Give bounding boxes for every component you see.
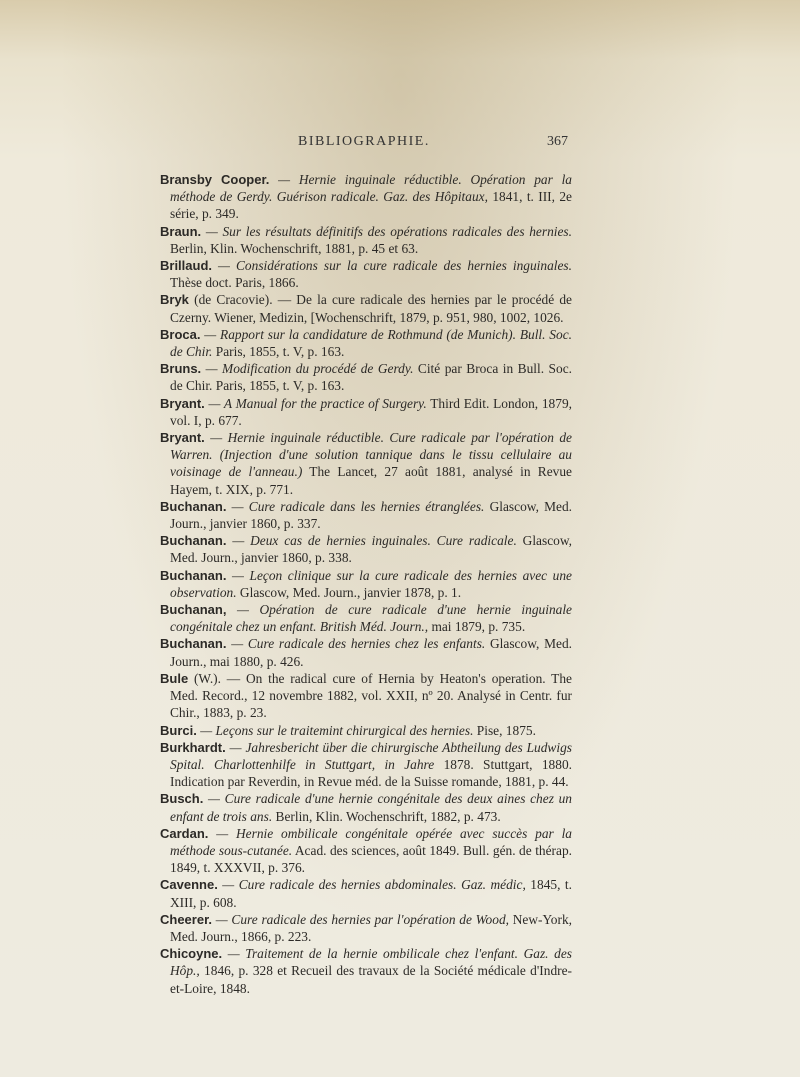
entry-title: — A Manual for the practice of Surgery. <box>204 395 427 411</box>
entry-publication: 1878. Stuttgart, 1880. Indication par Reverdin, in Revue méd. de la Suisse romande, 1881, p. 44. <box>170 756 572 790</box>
entry-author: Bule <box>160 670 189 686</box>
bibliography-entry <box>160 911 572 945</box>
entry-title: — Deux cas de hernies inguinales. Cure radicale. <box>226 533 517 549</box>
entry-publication: Glascow, Med. Journ., mai 1880, p. 426. <box>170 636 572 669</box>
bibliography-entry <box>160 601 572 635</box>
entry-publication: 1845, t. XIII, p. 608. <box>170 877 572 910</box>
entry-title: — Rapport sur la candidature de Rothmund (de Munich). Bull. Soc. de Chir. <box>170 326 572 360</box>
running-head: BIBLIOGRAPHIE. <box>298 134 430 149</box>
entry-author: Buchanan. <box>160 567 227 583</box>
entry-title: — Sur les résultats définitifs des opérations radicales des hernies. <box>201 223 572 239</box>
entry-title: — Jahresbericht über die chirurgische Abtheilung des Ludwigs Spital. Charlottenhilfe in Stuttgart, in Jahre <box>170 739 572 772</box>
bibliography-entry <box>160 326 572 360</box>
entry-title: — Modification du procédé de Gerdy. <box>201 361 414 377</box>
entry-author: Burci. <box>160 722 197 738</box>
bibliography-entry <box>160 291 572 325</box>
entry-publication: Thèse doct. Paris, 1866. <box>170 275 299 291</box>
entry-publication: Berlin, Klin. Wochenschrift, 1882, p. 473. <box>272 808 501 824</box>
bibliography-entry <box>160 635 572 669</box>
entry-author: Busch. <box>160 791 204 807</box>
entry-author: Buchanan, <box>160 602 227 618</box>
entry-author: Cheerer. <box>160 911 213 927</box>
entry-author: Buchanan. <box>160 533 227 549</box>
bibliography-entry <box>160 532 572 566</box>
entry-title: — Hernie inguinale réductible. Opération par la méthode de Gerdy. Guérison radicale. Gaz. des Hôpitaux, <box>170 172 572 205</box>
entry-publication: Pise, 1875. <box>473 722 536 738</box>
bibliography-entry <box>160 722 572 739</box>
entry-author: Buchanan. <box>160 498 227 514</box>
page-number: 367 <box>547 134 568 149</box>
entry-publication: Glascow, Med. Journ., janvier 1860, p. 337. <box>170 498 573 532</box>
page-header <box>160 134 568 154</box>
entry-publication: Third Edit. London, 1879, vol. I, p. 677. <box>170 395 572 428</box>
entry-publication: Glascow, Med. Journ., janvier 1878, p. 1. <box>236 584 462 600</box>
entry-publication: Cité par Broca in Bull. Soc. de Chir. Paris, 1855, t. V, p. 163. <box>170 361 572 394</box>
entry-publication: Glascow, Med. Journ., janvier 1860, p. 338. <box>170 533 572 566</box>
entry-title: — Cure radicale des hernies chez les enfants. <box>226 636 486 652</box>
entry-publication: The Lancet, 27 août 1881, analysé in Revue Hayem, t. XIX, p. 771. <box>170 464 572 497</box>
entry-author: Bryant. <box>160 430 205 446</box>
bibliography-entry <box>160 429 572 498</box>
entry-publication: New-York, Med. Journ., 1866, p. 223. <box>170 911 573 944</box>
entry-author: Bruns. <box>160 361 202 377</box>
entry-title: — Considérations sur la cure radicale des hernies inguinales. <box>212 258 572 274</box>
entry-author: Broca. <box>160 326 201 342</box>
entry-title: — Cure radicale des hernies par l'opération de Wood, <box>212 911 509 927</box>
entry-title: — Cure radicale d'une hernie congénitale des deux aines chez un enfant de trois ans. <box>170 791 572 824</box>
entry-author: Burkhardt. <box>160 739 226 755</box>
entry-title: — Leçons sur le traitemint chirurgical des hernies. <box>196 722 474 738</box>
entry-author: Bryk <box>160 292 189 308</box>
entry-publication: mai 1879, p. 735. <box>428 619 526 635</box>
entry-title: — Hernie inguinale réductible. Cure radicale par l'opération de Warren. (Injection d'une solution tannique dans le tissu cellulaire au voisinage de l'anneau.) <box>170 430 572 480</box>
entry-author: Bransby Cooper. <box>160 172 270 187</box>
entry-publication: Berlin, Klin. Wochenschrift, 1881, p. 45 et 63. <box>170 240 419 256</box>
bibliography-entry <box>160 567 572 601</box>
entry-title: — Opération de cure radicale d'une hernie inguinale congénitale chez un enfant. British Méd. Journ., <box>170 602 572 635</box>
bibliography-entry <box>160 257 572 291</box>
bibliography-entry <box>160 498 572 532</box>
entry-publication: 1841, t. III, 2e série, p. 349. <box>170 189 572 222</box>
entry-publication: (W.). — On the radical cure of Hernia by Heaton's operation. The Med. Record., 12 novembre 1882, vol. XXII, nº 20. Analysé in Centr. fur Chir., 1883, p. 23. <box>170 670 572 721</box>
bibliography-entry <box>160 360 572 394</box>
bibliography-entry <box>160 790 572 824</box>
entry-author: Braun. <box>160 223 202 239</box>
entry-title: — Cure radicale dans les hernies étranglées. <box>226 498 485 514</box>
entry-publication: Paris, 1855, t. V, p. 163. <box>212 344 345 360</box>
entry-author: Cavenne. <box>160 877 218 893</box>
entry-author: Brillaud. <box>160 258 213 274</box>
entry-title: — Hernie ombilicale congénitale opérée avec succès par la méthode sous-cutanée. <box>170 825 572 858</box>
entry-title: — Leçon clinique sur la cure radicale des hernies avec une observation. <box>170 567 572 600</box>
entry-author: Buchanan. <box>160 636 227 652</box>
entry-publication: 1846, p. 328 et Recueil des travaux de la Société médicale d'Indre-et-Loire, 1848. <box>170 963 572 996</box>
bibliography-entry <box>160 395 572 429</box>
bibliography-entry <box>160 739 572 791</box>
bibliography-entry <box>160 171 572 223</box>
entry-author: Cardan. <box>160 825 209 841</box>
bibliography-entry <box>160 945 572 997</box>
bibliography-entry <box>160 223 572 257</box>
bibliography-entry <box>160 876 572 910</box>
entry-publication: (de Cracovie). — De la cure radicale des hernies par le procédé de Czerny. Wiener, Medizin, [Wochenschrift, 1879, p. 951, 980, 1002, 1026. <box>170 292 572 325</box>
entry-author: Chicoyne. <box>160 946 223 962</box>
entry-title: — Traitement de la hernie ombilicale chez l'enfant. Gaz. des Hôp., <box>170 946 572 979</box>
bibliography-list <box>160 171 572 997</box>
entry-author: Bryant. <box>160 395 205 411</box>
bibliography-entry <box>160 825 572 877</box>
bibliography-entry <box>160 670 572 722</box>
entry-publication: Acad. des sciences, août 1849. Bull. gén. de thérap. 1849, t. XXXVII, p. 376. <box>170 842 572 876</box>
entry-title: — Cure radicale des hernies abdominales. Gaz. médic, <box>217 877 526 893</box>
